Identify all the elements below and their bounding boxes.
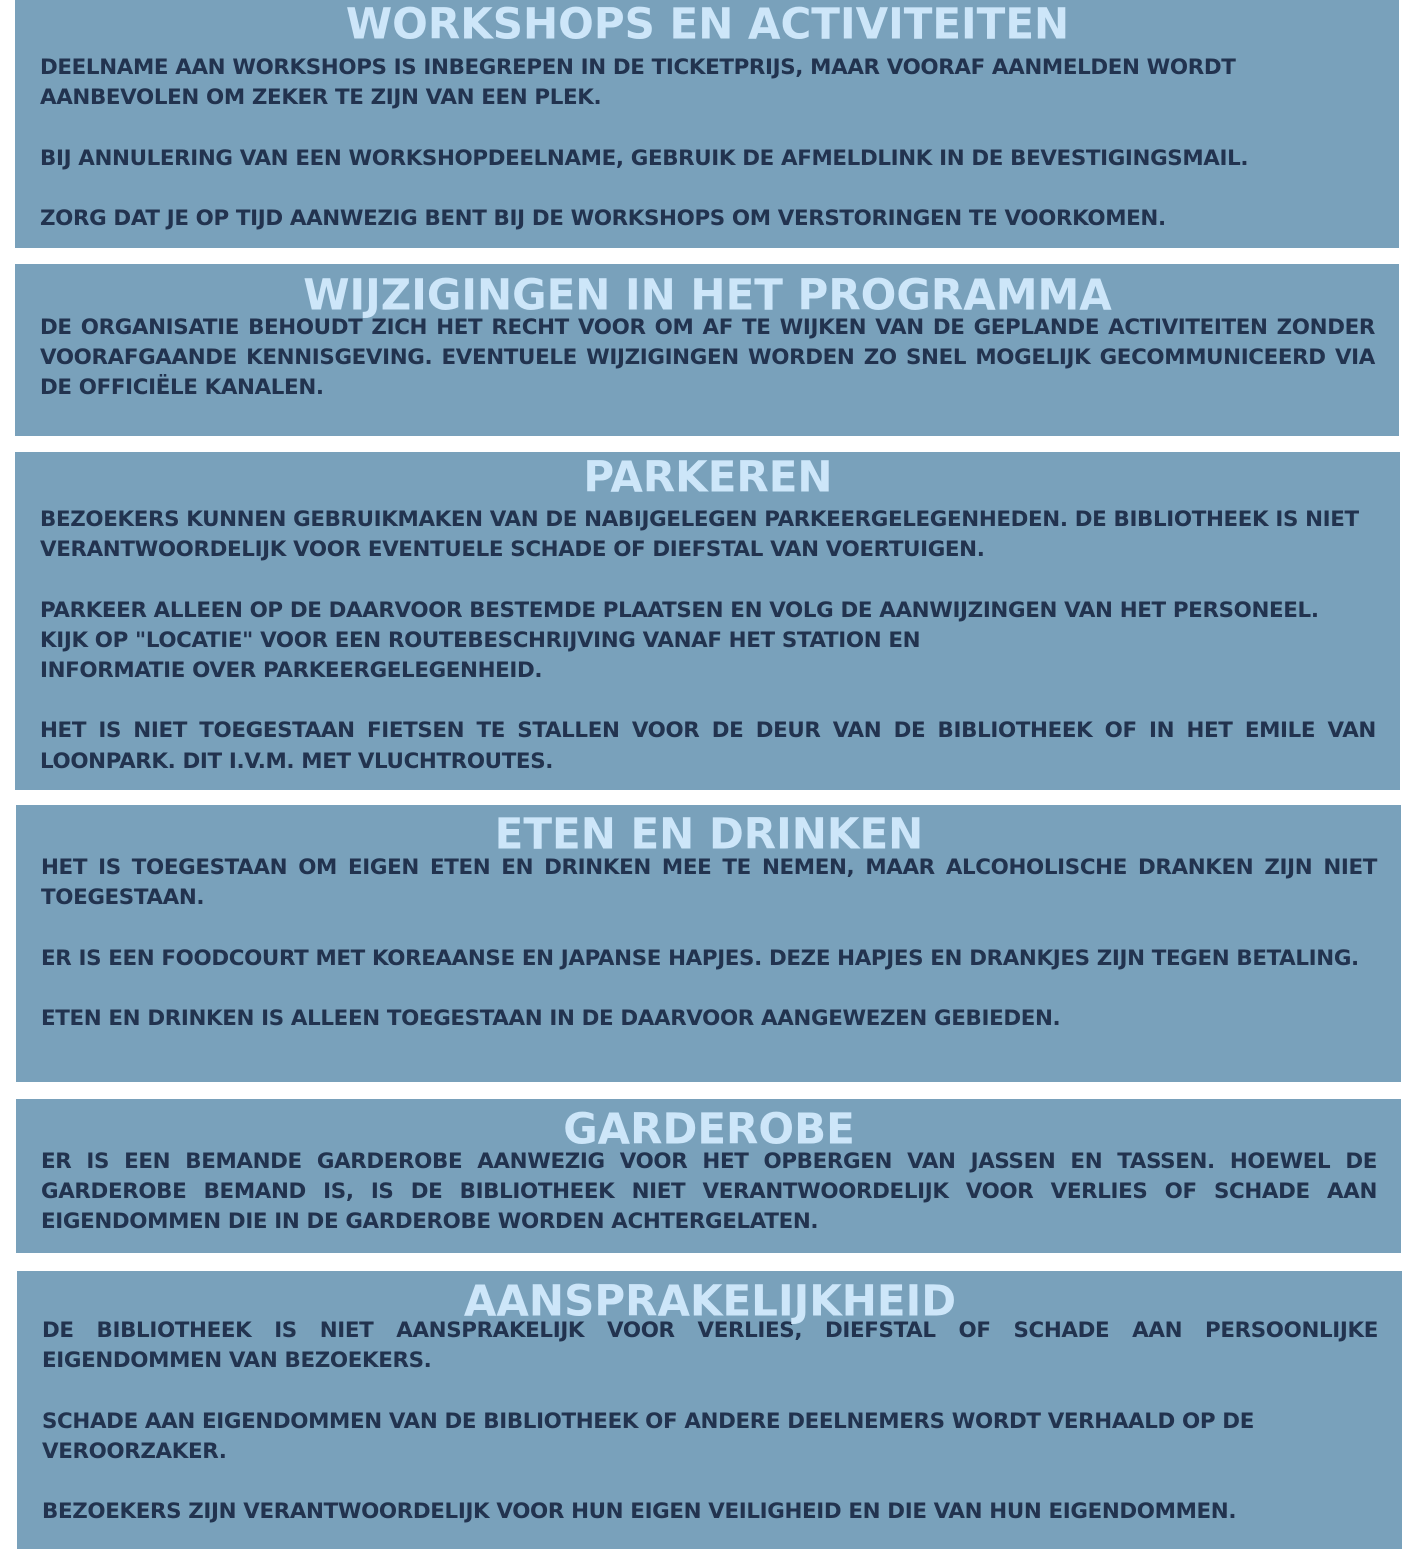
section-body (40, 53, 1375, 234)
section-title: WIJZIGINGEN IN HET PROGRAMMA (303, 269, 1112, 320)
paragraph: HET IS NIET TOEGESTAAN FIETSEN TE STALLEN VOOR DE DEUR VAN DE BIBLIOTHEEK OF IN HET EMILE VAN LOONPARK. DIT I.V.M. MET VLUCHTROUTES. (40, 718, 1376, 774)
paragraph: BEZOEKERS KUNNEN GEBRUIKMAKEN VAN DE NABIJGELEGEN PARKEERGELEGENHEDEN. DE BIBLIOTHEEK IS NIET VERANTWOORDELIJK VOOR EVENTUELE SCHADE OF DIEFSTAL VAN VOERTUIGEN. (40, 507, 1359, 563)
paragraph: ETEN EN DRINKEN IS ALLEEN TOEGESTAAN IN DE DAARVOOR AANGEWEZEN GEBIEDEN. (41, 1005, 1061, 1031)
paragraph-line: PARKEER ALLEEN OP DE DAARVOOR BESTEMDE PLAATSEN EN VOLG DE AANWIJZINGEN VAN HET PERSONEEL. (40, 597, 1319, 623)
section-workshops (15, 0, 1399, 248)
section-parking (15, 452, 1400, 790)
section-body (41, 1147, 1377, 1238)
paragraph: ZORG DAT JE OP TIJD AANWEZIG BENT BIJ DE WORKSHOPS OM VERSTORINGEN TE VOORKOMEN. (40, 205, 1166, 231)
paragraph: DE BIBLIOTHEEK IS NIET AANSPRAKELIJK VOOR VERLIES, DIEFSTAL OF SCHADE AAN PERSOONLIJKE EIGENDOMMEN VAN BEZOEKERS. (42, 1318, 1378, 1374)
section-body (40, 505, 1376, 777)
section-title: AANSPRAKELIJKHEID (463, 1275, 957, 1326)
section-title: ETEN EN DRINKEN (494, 808, 924, 859)
paragraph: BEZOEKERS ZIJN VERANTWOORDELIJK VOOR HUN EIGEN VEILIGHEID EN DIE VAN HUN EIGENDOMMEN. (42, 1499, 1237, 1525)
section-title: GARDEROBE (563, 1103, 855, 1154)
paragraph-line: INFORMATIE OVER PARKEERGELEGENHEID. (40, 658, 543, 683)
section-body (41, 853, 1377, 1034)
section-title: WORKSHOPS EN ACTIVITEITEN (345, 0, 1070, 49)
section-body (40, 313, 1375, 404)
paragraph: HET IS TOEGESTAAN OM EIGEN ETEN EN DRINKEN MEE TE NEMEN, MAAR ALCOHOLISCHE DRANKEN ZIJN NIET TOEGESTAAN. (41, 855, 1377, 911)
section-program-changes (15, 264, 1399, 436)
paragraph: ER IS EEN FOODCOURT MET KOREAANSE EN JAPANSE HAPJES. DEZE HAPJES EN DRANKJES ZIJN TEGEN BETALING. (41, 945, 1359, 971)
section-food-drinks (16, 805, 1401, 1082)
section-liability (17, 1271, 1402, 1549)
paragraph: SCHADE AAN EIGENDOMMEN VAN DE BIBLIOTHEEK OF ANDERE DEELNEMERS WORDT VERHAALD OP DE VEROORZAKER. (42, 1408, 1254, 1464)
section-title: PARKEREN (583, 451, 833, 502)
paragraph-group (40, 596, 1376, 687)
section-cloakroom (16, 1099, 1401, 1253)
paragraph-line: KIJK OP "LOCATIE" VOOR EEN ROUTEBESCHRIJVING VANAF HET STATION EN (40, 627, 921, 653)
paragraph: DE ORGANISATIE BEHOUDT ZICH HET RECHT VOOR OM AF TE WIJKEN VAN DE GEPLANDE ACTIVITEITEN ZONDER VOORAFGAANDE KENNISGEVING. EVENTUELE WIJZIGINGEN WORDEN ZO SNEL MOGELIJK GECOMMUNICEERD VIA DE OFFICIËLE KANALEN. (40, 315, 1375, 401)
paragraph: ER IS EEN BEMANDE GARDEROBE AANWEZIG VOOR HET OPBERGEN VAN JASSEN EN TASSEN. HOEWEL DE GARDEROBE BEMAND IS, IS DE BIBLIOTHEEK NIET VERANTWOORDELIJK VOOR VERLIES OF SCHADE AAN EIGENDOMMEN DIE IN DE GARDEROBE WORDEN ACHTERGELATEN. (41, 1149, 1377, 1235)
section-body (42, 1316, 1378, 1527)
paragraph: DEELNAME AAN WORKSHOPS IS INBEGREPEN IN DE TICKETPRIJS, MAAR VOORAF AANMELDEN WORDT AANBEVOLEN OM ZEKER TE ZIJN VAN EEN PLEK. (40, 55, 1236, 111)
paragraph: BIJ ANNULERING VAN EEN WORKSHOPDEELNAME, GEBRUIK DE AFMELDLINK IN DE BEVESTIGINGSMAIL. (40, 145, 1249, 171)
